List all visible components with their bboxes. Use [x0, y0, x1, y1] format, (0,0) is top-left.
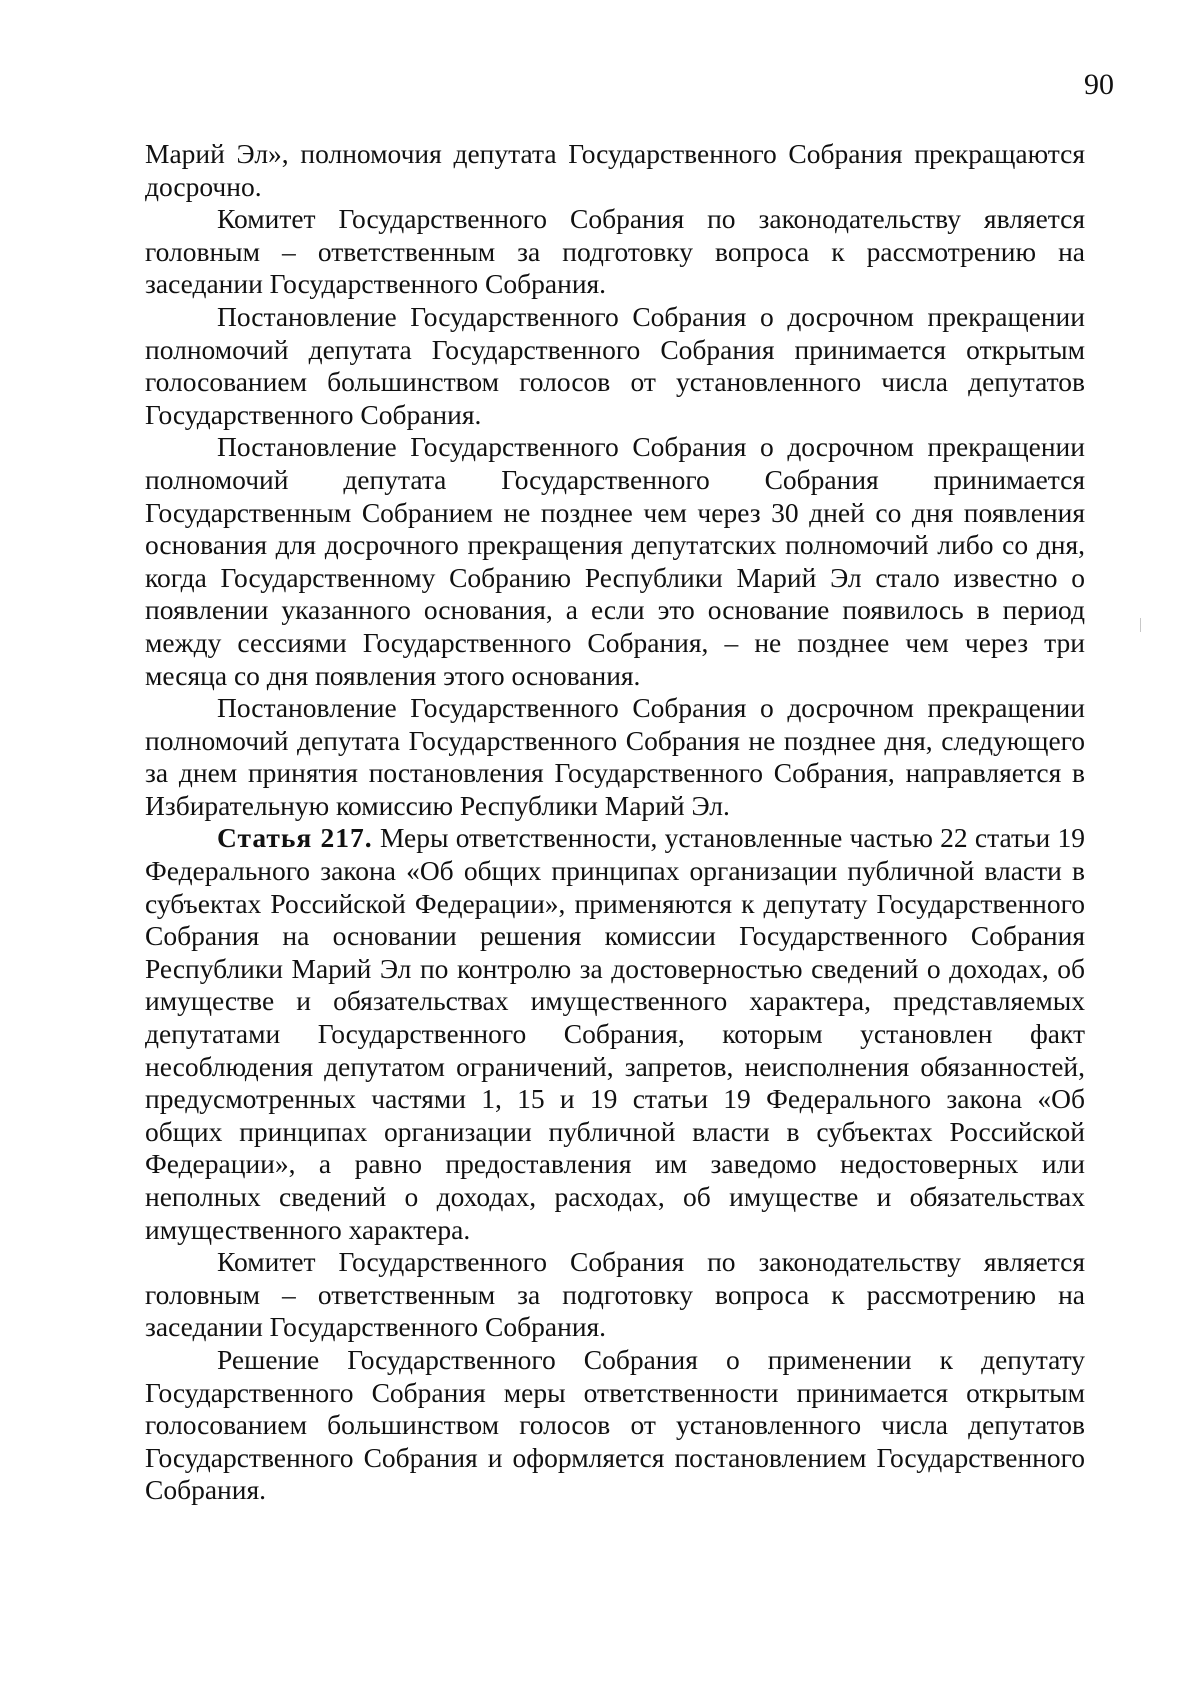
- paragraph-text: Постановление Государственного Собрания о досрочном прекращении полномочий депутата Государственного Собрания не позднее дня, следующего за днем принятия постановления Государственного Собрания, направляется в Избирательную комиссию Республики Марий Эл.: [145, 692, 1085, 821]
- paragraph-text: Постановление Государственного Собрания о досрочном прекращении полномочий депутата Государственного Собрания принимается открытым голосованием большинством голосов от установленного числа депутатов Государственного Собрания.: [145, 300, 1085, 430]
- paragraph-resolution-voting: [145, 301, 1085, 431]
- paragraph-resolution-deadline: [145, 431, 1085, 692]
- paragraph-text: Комитет Государственного Собрания по законодательству является головным – ответственным за подготовку вопроса к рассмотрению на заседании Государственного Собрания.: [145, 203, 1085, 300]
- paragraph-liability-decision: [145, 1344, 1085, 1507]
- paragraph-committee-liability: [145, 1246, 1085, 1344]
- article-217: [145, 822, 1085, 1246]
- paragraph-text: Решение Государственного Собрания о применении к депутату Государственного Собрания меры ответственности принимается открытым голосованием большинством голосов от установленного числа депутатов Государственного Собрания и оформляется постановлением Государственного Собрания.: [145, 1343, 1085, 1506]
- paragraph-text: Марий Эл», полномочия депутата Государственного Собрания прекращаются досрочно.: [145, 138, 1085, 202]
- paragraph-text: Меры ответственности, установленные частью 22 статьи 19 Федерального закона «Об общих принципах организации публичной власти в субъектах Российской Федерации», применяются к депутату Государственного Собрания на основании решения комиссии Государственного Собрания Республики Марий Эл по контролю за достоверностью сведений о доходах, об имуществе и обязательствах имущественного характера, представляемых депутатами Государственного Собрания, которым установлен факт несоблюдения депутатом ограничений, запретов, неисполнения обязанностей, предусмотренных частями 1, 15 и 19 статьи 19 Федерального закона «Об общих принципах организации публичной власти в субъектах Российской Федерации», а равно предоставления им заведомо недостоверных или неполных сведений о доходах, расходах, об имуществе и обязательствах имущественного характера.: [145, 822, 1085, 1245]
- paragraph-text: Комитет Государственного Собрания по законодательству является головным – ответственным за подготовку вопроса к рассмотрению на заседании Государственного Собрания.: [145, 1246, 1085, 1343]
- paragraph-continuation: [145, 138, 1085, 203]
- article-heading: Статья 217.: [217, 822, 373, 854]
- paragraph-resolution-sent: [145, 692, 1085, 822]
- paragraph-text: Постановление Государственного Собрания о досрочном прекращении полномочий депутата Государственного Собрания принимается Государственным Собранием не позднее чем через 30 дней со дня появления основания для досрочного прекращения депутатских полномочий либо со дня, когда Государственному Собранию Республики Марий Эл стало известно о появлении указанного основания, а если это основание появилось в период между сессиями Государственного Собрания, – не позднее чем через три месяца со дня появления этого основания.: [145, 431, 1085, 691]
- document-body: [145, 138, 1085, 1507]
- paragraph-committee-early-termination: [145, 203, 1085, 301]
- page-number: 90: [1084, 68, 1114, 101]
- scan-artifact: [1140, 618, 1141, 632]
